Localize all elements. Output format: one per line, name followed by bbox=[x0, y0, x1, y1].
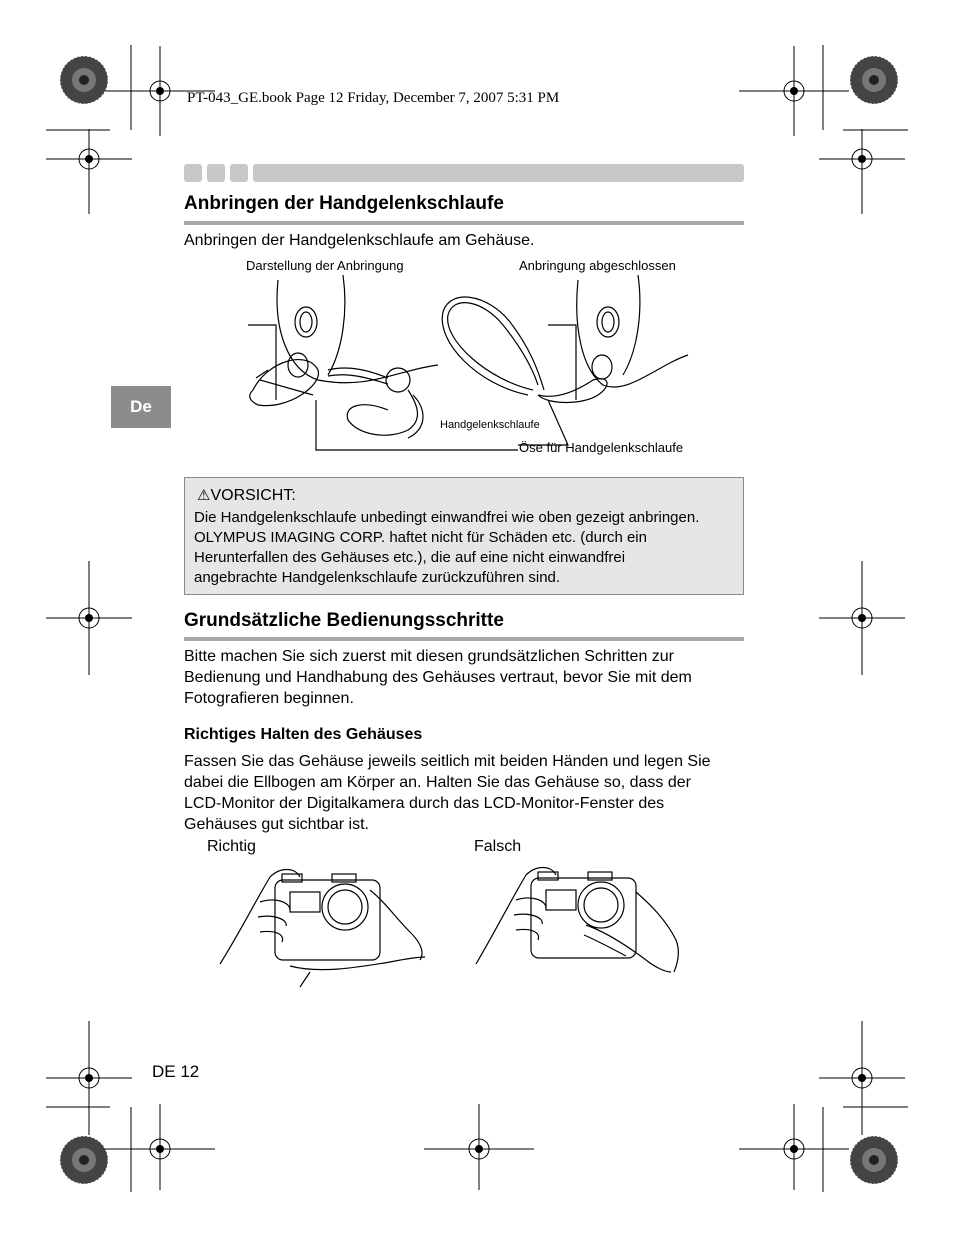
title-rule bbox=[184, 637, 744, 641]
registration-target-icon bbox=[74, 1063, 104, 1093]
registration-target-icon bbox=[74, 603, 104, 633]
caution-title: ⚠VORSICHT: bbox=[197, 487, 296, 504]
section-bar bbox=[184, 164, 744, 182]
callout-eyelet: Öse für Handgelenkschlaufe bbox=[519, 440, 684, 455]
label-correct: Richtig bbox=[207, 838, 256, 855]
section-title: Grundsätzliche Bedienungsschritte bbox=[184, 610, 504, 631]
title-rule bbox=[184, 221, 744, 225]
starburst-icon bbox=[849, 55, 899, 105]
section-intro: Anbringen der Handgelenkschlaufe am Gehäuse. bbox=[184, 232, 535, 249]
caution-body bbox=[194, 508, 739, 588]
registration-target-icon bbox=[847, 144, 877, 174]
wrong-grip-illustration bbox=[476, 860, 686, 975]
section-title: Anbringen der Handgelenkschlaufe bbox=[184, 193, 504, 214]
language-tab: De bbox=[111, 386, 171, 428]
registration-target-icon bbox=[847, 1063, 877, 1093]
caution-line: OLYMPUS IMAGING CORP. haftet nicht für Schäden etc. (durch ein bbox=[194, 529, 647, 546]
caution-box bbox=[184, 477, 744, 595]
registration-target-icon bbox=[145, 1134, 175, 1164]
caution-line: Herunterfallen des Gehäuses etc.), die auf eine nicht einwandfrei bbox=[194, 549, 626, 566]
correct-grip-illustration bbox=[220, 862, 430, 987]
caution-line: angebrachte Handgelenkschlaufe zurückzuführen sind. bbox=[194, 569, 561, 586]
registration-target-icon bbox=[779, 76, 809, 106]
label-wrong: Falsch bbox=[474, 838, 522, 855]
warning-icon: ⚠ bbox=[197, 487, 211, 504]
print-header: PT-043_GE.book Page 12 Friday, December 7, 2007 5:31 PM bbox=[187, 90, 560, 106]
page-number: DE 12 bbox=[152, 1062, 200, 1081]
callout-strap: Handgelenkschlaufe bbox=[440, 419, 540, 431]
registration-target-icon bbox=[145, 76, 175, 106]
registration-target-icon bbox=[464, 1134, 494, 1164]
section-intro: Bitte machen Sie sich zuerst mit diesen grundsätzlichen Schritten zur Bedienung und Handhabung des Gehäuses vertraut, bevor Sie mit dem Fotografieren beginnen. bbox=[184, 648, 692, 707]
registration-target-icon bbox=[779, 1134, 809, 1164]
figure-label-left: Darstellung der Anbringung bbox=[246, 258, 404, 273]
starburst-icon bbox=[849, 1135, 899, 1185]
starburst-icon bbox=[59, 55, 109, 105]
registration-target-icon bbox=[847, 603, 877, 633]
registration-target-icon bbox=[74, 144, 104, 174]
subheading: Richtiges Halten des Gehäuses bbox=[184, 726, 423, 743]
body-text: Fassen Sie das Gehäuse jeweils seitlich mit beiden Händen und legen Sie dabei die Ellbogen am Körper an. Halten Sie das Gehäuse so, dass der LCD-Monitor der Digitalkamera durch das LCD-Monitor-Fenster des Gehäuses gut sichtbar ist. bbox=[184, 753, 711, 833]
starburst-icon bbox=[59, 1135, 109, 1185]
figure-label-right: Anbringung abgeschlossen bbox=[519, 258, 676, 273]
caution-line: Die Handgelenkschlaufe unbedingt einwandfrei wie oben gezeigt anbringen. bbox=[194, 509, 700, 526]
